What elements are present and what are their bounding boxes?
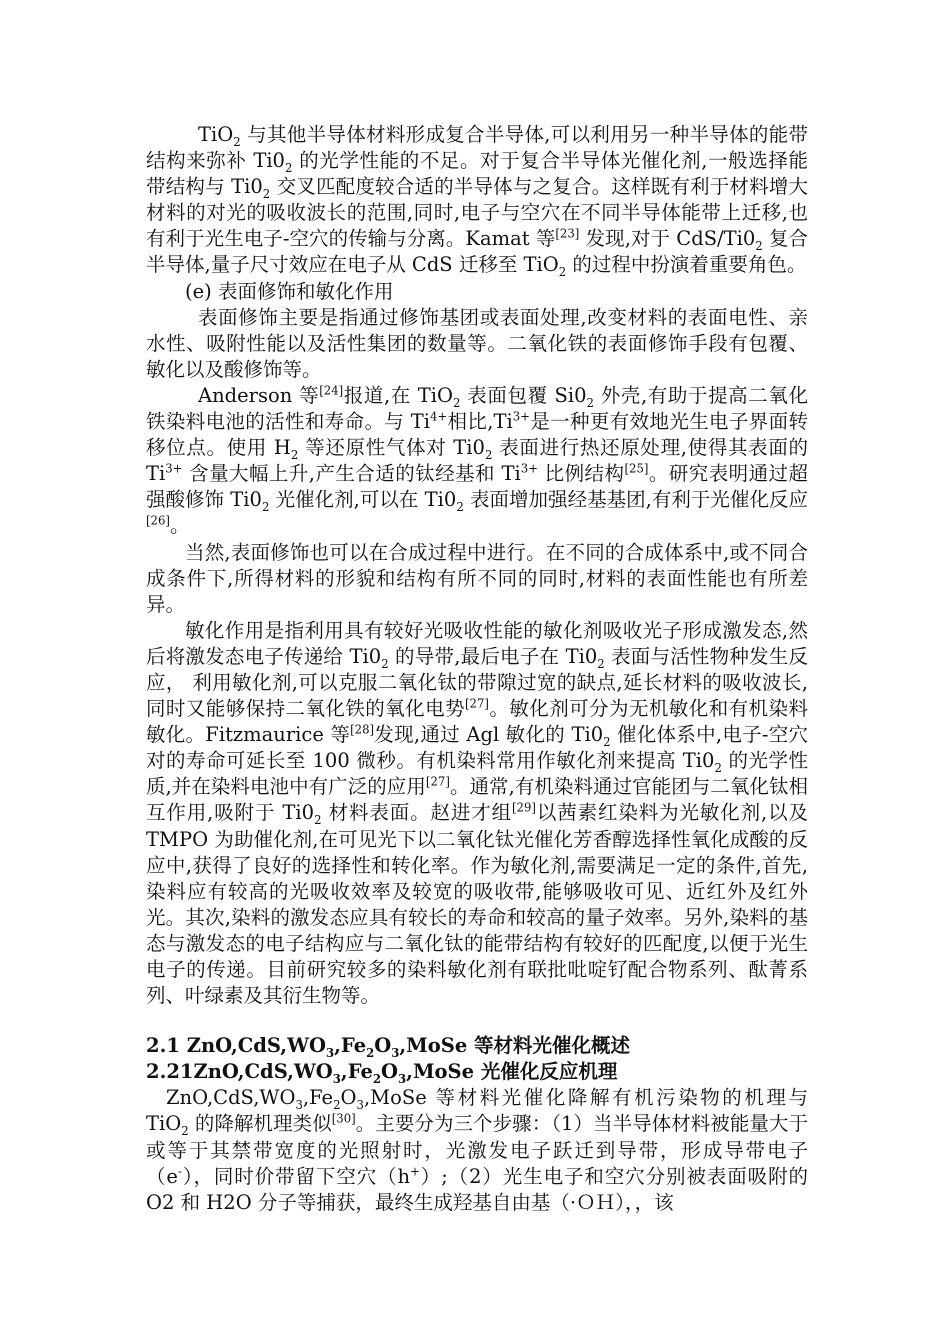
text-run: 表面修饰主要是指通过修饰基团或表面处理,改变材料的表面电性、亲水性、吸附性能以及活性集团的数量等。二氧化铁的表面修饰手段有包覆、敏化以及酸修饰等。 <box>146 305 808 381</box>
text-run: 2.1 ZnO,CdS,WO <box>146 1034 326 1058</box>
text-run: 的光学性能的不足。对于复合半导体光催化剂,一般选择能带结构与 Ti0 <box>146 149 808 199</box>
section-gap <box>146 1009 808 1033</box>
text-run: 交叉匹配度较合适的半导体与之复合。这样既有利于材料增大材料的对光的吸收波长的范围,同时,电子与空穴在不同半导体能带上迁移,也有利于光生电子-空穴的传输与分离。Kamat 等 <box>146 175 808 251</box>
text-run: 以茜素红染料为光敏化剂,以及 TMPO 为助催化剂,在可见光下以二氧化钛光催化芳香醇选择性氧化成酸的反应中,获得了良好的选择性和转化率。作为敏化剂,需要满足一定的条件,首先,染料应有较高的光吸收效率及较宽的吸收带,能够吸收可见、近红外及红外光。其次,染料的激发态应具有较长的寿命和较高的量子效率。另外,染料的基态与激发态的电子结构应与二氧化钛的能带结构有较好的匹配度,以便于光生电子的传递。目前研究较多的染料敏化剂有联批吡啶钌配合物系列、酞菁系列、叶绿素及其衍生物等。 <box>146 801 808 1008</box>
text-sub: 2 <box>372 1072 382 1087</box>
text-sub: 2 <box>366 1046 375 1061</box>
heading-2-1 <box>146 1033 808 1059</box>
text-run: 表面包覆 Si0 <box>460 383 587 407</box>
text-run: ,MoSe 等材料光催化概述 <box>399 1034 631 1058</box>
paragraph-composite-semiconductor <box>146 122 808 279</box>
text-sup: [23] <box>555 226 580 241</box>
text-run: Anderson 等 <box>198 383 320 407</box>
text-sub: 2 <box>233 134 241 149</box>
text-run: 当然,表面修饰也可以在合成过程中进行。在不同的合成体系中,或不同合成条件下,所得材料的形貌和结构有所不同的同时,材料的表面性能也有所差异。 <box>146 540 808 616</box>
text-sup: [26] <box>146 513 170 528</box>
heading-2-21 <box>146 1059 808 1085</box>
text-run: ,Fe <box>302 1086 334 1110</box>
paragraph-sensitization <box>146 618 808 1009</box>
text-sub: 2 <box>284 160 293 175</box>
text-run: 的导带,最后电子在 Ti0 <box>388 644 598 668</box>
text-run: 表面进行热还原处理,使得其表面的 Ti <box>146 436 808 486</box>
paragraph-surface-modification-definition <box>146 305 808 383</box>
text-sub: 2 <box>755 239 763 254</box>
text-run: 发现,对于 CdS/Ti0 <box>579 227 756 251</box>
text-run: 报道,在 TiO <box>343 383 453 407</box>
section-heading-surface-modification <box>146 279 808 305</box>
document-page <box>146 122 808 1216</box>
text-sub: 2 <box>290 448 299 463</box>
text-run: 。主要分为三个步骤：（1）当半导体材料被能量大于或等于其禁带宽度的光照射时，光激发电子跃迁到导带，形成导带电子（e <box>146 1112 808 1188</box>
text-run: 发现,通过 Agl 敏化的 Ti0 <box>374 723 604 747</box>
text-run: ）;（2）光生电子和空穴分别被表面吸附的 O2 和 H2O 分子等捕获，最终生成羟基自由基（·ＯＨ），，该 <box>146 1164 808 1214</box>
text-sub: 2 <box>586 395 594 410</box>
text-sub: 2 <box>262 187 271 202</box>
text-run: 相比,Ti <box>447 410 513 434</box>
text-run: ），同时价带留下空穴（h <box>181 1164 411 1188</box>
text-run: 2.21ZnO,CdS,WO <box>146 1060 333 1084</box>
text-sub: 3 <box>332 1072 341 1087</box>
text-sup: [30] <box>331 1111 356 1126</box>
text-sup: 4+ <box>429 409 448 424</box>
paragraph-synthesis-modification <box>146 540 808 618</box>
text-sub: 2 <box>603 735 611 750</box>
text-run: (e) 表面修饰和敏化作用 <box>185 279 394 303</box>
text-sup: [28] <box>350 722 375 737</box>
text-sub: 2 <box>714 761 722 776</box>
text-run: 的光学性质,并在染料电池中有广泛的应用 <box>146 749 808 799</box>
text-run: 的降解机理类似 <box>188 1112 332 1136</box>
text-sup: 3+ <box>520 461 539 476</box>
text-run: 复合半导体,量子尺寸效应在电子从 CdS 迁移至 TiO <box>146 227 809 277</box>
text-run: ,Fe <box>340 1060 373 1084</box>
text-run: 材料表面。赵进才组 <box>321 801 512 825</box>
text-sub: 2 <box>484 448 493 463</box>
text-run: O <box>381 1060 399 1084</box>
text-run: 是一种更有效地光生电子界面转移位点。使用 H <box>146 410 808 460</box>
text-sup: + <box>410 1164 420 1179</box>
text-run: ZnO,CdS,WO <box>166 1086 296 1110</box>
text-sub: 3 <box>398 1072 407 1087</box>
text-sub: 2 <box>181 1124 189 1139</box>
text-sub: 2 <box>314 813 322 828</box>
text-run: 敏化作用是指利用具有较好光吸收性能的敏化剂吸收光子形成激发态,然后将激发态电子传递给 Ti0 <box>146 618 808 668</box>
text-sub: 2 <box>261 500 270 515</box>
text-sub: 2 <box>597 656 605 671</box>
paragraph-anderson-coating <box>146 383 808 540</box>
text-run: O <box>374 1034 392 1058</box>
text-sub: 2 <box>381 656 389 671</box>
text-run: 外壳,有助于提高二氧化铁染料电池的活性和寿命。与 Ti <box>146 383 808 434</box>
text-run: 光催化剂,可以在 Ti0 <box>269 488 457 512</box>
text-sub: 3 <box>295 1098 303 1113</box>
text-run: ,Fe <box>334 1034 367 1058</box>
text-run: 。研究表明通过超强酸修饰 Ti0 <box>146 462 808 512</box>
text-sup: [24] <box>319 383 344 398</box>
text-sub: 3 <box>391 1046 400 1061</box>
text-sup: - <box>177 1164 182 1179</box>
paragraph-mechanism <box>146 1085 808 1215</box>
text-run: O <box>340 1086 357 1110</box>
text-run: 表面增加强经基基团,有利于光催化反应 <box>463 488 808 512</box>
text-run: 。 <box>170 514 190 538</box>
text-run: 与其他半导体材料形成复合半导体,可以利用另一种半导体的能带结构来弥补 Ti0 <box>146 123 808 173</box>
text-sub: 2 <box>333 1098 341 1113</box>
text-run: 的过程中扮演着重要角色。 <box>566 253 807 277</box>
text-run: 催化体系中,电子-空穴对的寿命可延长至 100 微秒。有机染料常用作敏化剂来提高 Ti0 <box>146 723 808 773</box>
text-sup: [29] <box>512 800 536 815</box>
text-sup: 3+ <box>512 409 530 424</box>
text-run: ,MoSe 等材料光催化降解有机污染物的机理与 TiO <box>146 1086 808 1136</box>
text-sup: [25] <box>624 461 649 476</box>
text-run: 表面与活性物种发生反应， 利用敏化剂,可以克服二氧化钛的带隙过宽的缺点,延长材料的吸收波长,同时又能够保持二氧化铁的氧化电势 <box>146 644 808 721</box>
text-sub: 3 <box>325 1046 335 1061</box>
text-sup: 3+ <box>165 461 183 476</box>
text-run: 。敏化剂可分为无机敏化和有机染料敏化。Fitzmaurice 等 <box>146 697 808 747</box>
text-run: TiO <box>198 123 234 146</box>
text-run: 。通常,有机染料通过官能团与二氧化钛相互作用,吸附于 Ti0 <box>146 775 808 825</box>
text-sub: 2 <box>558 265 567 280</box>
text-run: ,MoSe 光催化反应机理 <box>406 1060 618 1084</box>
text-sup: [27] <box>425 774 450 789</box>
text-run: 含量大幅上升,产生合适的钛经基和 Ti <box>182 462 521 486</box>
text-sub: 3 <box>356 1098 364 1113</box>
text-sub: 2 <box>453 395 461 410</box>
text-run: 等还原性气体对 Ti0 <box>298 436 485 460</box>
text-run: 比例结构 <box>538 462 625 486</box>
text-sup: [27] <box>465 696 489 711</box>
text-sub: 2 <box>456 500 464 515</box>
